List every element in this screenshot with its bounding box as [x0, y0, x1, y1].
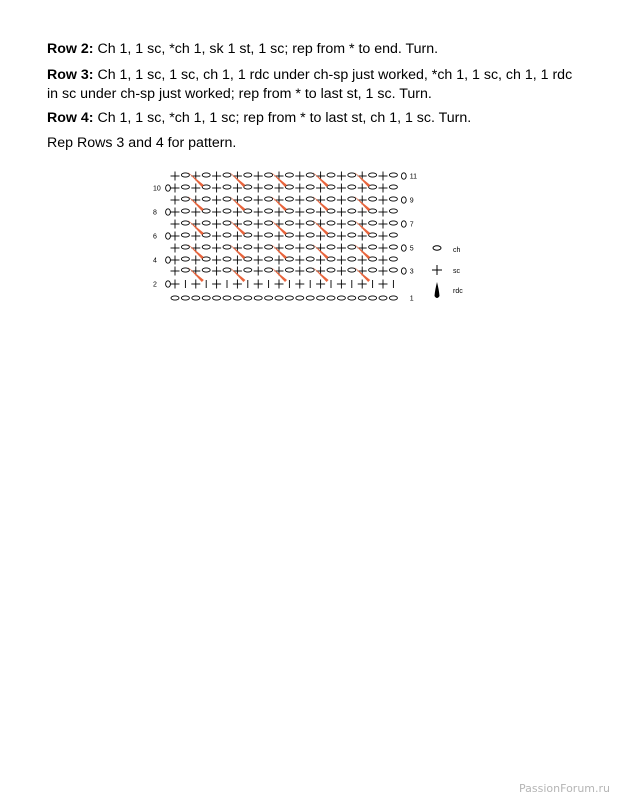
ch-symbol [369, 257, 377, 261]
ch-symbol [369, 296, 377, 300]
instruction-text: Ch 1, 1 sc, *ch 1, sk 1 st, 1 sc; rep from * to end. Turn. [93, 41, 439, 57]
ch-symbol [265, 209, 273, 213]
ch-symbol [285, 233, 293, 237]
turning-ch-symbol [166, 209, 171, 215]
ch-symbol [389, 197, 397, 201]
row-number-right: 3 [409, 268, 414, 276]
ch-symbol [285, 257, 293, 261]
ch-symbol [202, 209, 210, 213]
ch-symbol [181, 268, 189, 272]
ch-symbol [348, 173, 356, 177]
ch-symbol [327, 268, 335, 272]
ch-symbol [244, 185, 252, 189]
ch-symbol [327, 185, 335, 189]
ch-symbol [327, 233, 335, 237]
ch-symbol [327, 245, 335, 249]
ch-symbol [265, 233, 273, 237]
ch-symbol [389, 245, 397, 249]
ch-symbol [202, 197, 210, 201]
instruction-label: Row 4: [47, 110, 94, 126]
ch-symbol [369, 245, 377, 249]
turning-ch-symbol [166, 185, 171, 191]
row-number-left: 2 [153, 281, 157, 289]
ch-symbol [202, 173, 210, 177]
ch-symbol [223, 197, 231, 201]
legend-ch [433, 246, 461, 254]
ch-symbol [202, 257, 210, 261]
ch-symbol [244, 173, 252, 177]
row-number-right: 1 [409, 295, 414, 303]
ch-symbol [244, 245, 252, 249]
instruction-row-2 [47, 40, 587, 59]
ch-symbol [285, 296, 293, 300]
row-number-left: 10 [153, 185, 161, 193]
ch-symbol [213, 296, 221, 300]
ch-symbol [306, 173, 314, 177]
legend-label: ch [453, 247, 461, 254]
ch-symbol [285, 173, 293, 177]
ch-symbol [202, 221, 210, 225]
ch-symbol [348, 185, 356, 189]
ch-symbol [223, 268, 231, 272]
row-number-left: 6 [153, 233, 157, 241]
ch-symbol [348, 245, 356, 249]
ch-symbol [327, 296, 335, 300]
instruction-label: Row 3: [47, 67, 94, 83]
ch-symbol [285, 197, 293, 201]
instruction-text: Ch 1, 1 sc, 1 sc, ch 1, 1 rdc under ch-sp just worked, *ch 1, 1 sc, ch 1, 1 rdc in sc under ch-sp just worked; rep from * to last st, 1 sc. Turn. [47, 67, 573, 102]
instruction-text: Rep Rows 3 and 4 for pattern. [47, 135, 237, 151]
turning-ch-symbol [401, 268, 406, 274]
ch-symbol [202, 185, 210, 189]
ch-symbol [369, 268, 377, 272]
ch-symbol [265, 173, 273, 177]
ch-symbol [265, 268, 273, 272]
ch-symbol [181, 209, 189, 213]
ch-symbol [389, 233, 397, 237]
ch-symbol [285, 245, 293, 249]
ch-symbol [337, 296, 345, 300]
ch-symbol [327, 197, 335, 201]
ch-symbol [265, 257, 273, 261]
ch-symbol [389, 257, 397, 261]
ch-symbol [296, 296, 304, 300]
turning-ch-symbol [166, 281, 171, 287]
ch-symbol [223, 245, 231, 249]
ch-symbol [202, 268, 210, 272]
ch-symbol [181, 173, 189, 177]
ch-symbol [327, 173, 335, 177]
ch-icon [433, 246, 441, 250]
ch-symbol [348, 197, 356, 201]
ch-symbol [181, 233, 189, 237]
ch-symbol [369, 209, 377, 213]
turning-ch-symbol [166, 257, 171, 263]
legend-sc [432, 265, 461, 275]
ch-symbol [327, 257, 335, 261]
stitch-diagram [145, 164, 418, 304]
ch-symbol [327, 209, 335, 213]
ch-symbol [306, 268, 314, 272]
ch-symbol [348, 268, 356, 272]
legend-rdc [435, 282, 464, 298]
ch-symbol [358, 296, 366, 300]
ch-symbol [389, 185, 397, 189]
ch-symbol [389, 209, 397, 213]
sc-icon [432, 265, 442, 275]
ch-symbol [317, 296, 325, 300]
ch-symbol [265, 185, 273, 189]
ch-symbol [306, 185, 314, 189]
ch-symbol [306, 209, 314, 213]
ch-symbol [181, 197, 189, 201]
instruction-text: Ch 1, 1 sc, *ch 1, 1 sc; rep from * to last st, ch 1, 1 sc. Turn. [93, 110, 472, 126]
ch-symbol [233, 296, 241, 300]
ch-symbol [181, 257, 189, 261]
ch-symbol [306, 296, 314, 300]
ch-symbol [369, 233, 377, 237]
ch-symbol [369, 221, 377, 225]
ch-symbol [181, 185, 189, 189]
ch-symbol [379, 296, 387, 300]
ch-symbol [171, 296, 179, 300]
ch-symbol [244, 296, 252, 300]
ch-symbol [285, 268, 293, 272]
ch-symbol [327, 221, 335, 225]
ch-symbol [285, 209, 293, 213]
legend-label: sc [453, 268, 460, 275]
turning-ch-symbol [401, 173, 406, 179]
turning-ch-symbol [401, 197, 406, 203]
ch-symbol [306, 233, 314, 237]
ch-symbol [181, 296, 189, 300]
ch-symbol [348, 296, 356, 300]
ch-symbol [265, 221, 273, 225]
ch-symbol [202, 296, 210, 300]
ch-symbol [306, 257, 314, 261]
stitch-legend [425, 238, 485, 308]
ch-symbol [244, 209, 252, 213]
ch-symbol [244, 257, 252, 261]
ch-symbol [223, 185, 231, 189]
ch-symbol [369, 197, 377, 201]
ch-symbol [254, 296, 262, 300]
turning-ch-symbol [166, 233, 171, 239]
ch-symbol [389, 221, 397, 225]
ch-symbol [306, 245, 314, 249]
ch-symbol [223, 221, 231, 225]
turning-ch-symbol [401, 245, 406, 251]
ch-symbol [285, 185, 293, 189]
row-number-right: 11 [409, 173, 418, 181]
ch-symbol [275, 296, 283, 300]
ch-symbol [192, 296, 200, 300]
ch-symbol [244, 221, 252, 225]
row-number-right: 5 [409, 245, 414, 253]
ch-symbol [223, 209, 231, 213]
instruction-label: Row 2: [47, 41, 94, 57]
ch-symbol [244, 268, 252, 272]
row-number-right: 7 [409, 221, 414, 229]
ch-symbol [181, 245, 189, 249]
rdc-icon [435, 282, 440, 298]
row-number-left: 4 [153, 257, 157, 265]
ch-symbol [389, 173, 397, 177]
instruction-row-4 [47, 109, 587, 128]
ch-symbol [223, 257, 231, 261]
ch-symbol [306, 197, 314, 201]
ch-symbol [223, 233, 231, 237]
ch-symbol [369, 185, 377, 189]
ch-symbol [348, 209, 356, 213]
ch-symbol [265, 245, 273, 249]
ch-symbol [223, 173, 231, 177]
watermark: PassionForum.ru [519, 782, 610, 795]
ch-symbol [389, 296, 397, 300]
ch-symbol [202, 233, 210, 237]
instruction-row-3 [47, 66, 587, 104]
ch-symbol [348, 233, 356, 237]
ch-symbol [348, 257, 356, 261]
ch-symbol [265, 296, 273, 300]
ch-symbol [244, 197, 252, 201]
ch-symbol [265, 197, 273, 201]
ch-symbol [223, 296, 231, 300]
ch-symbol [202, 245, 210, 249]
ch-symbol [348, 221, 356, 225]
legend-label: rdc [453, 288, 463, 295]
instruction-repeat [47, 134, 587, 153]
row-number-right: 9 [409, 197, 414, 205]
ch-symbol [389, 268, 397, 272]
turning-ch-symbol [401, 221, 406, 227]
row-number-left: 8 [153, 209, 157, 217]
ch-symbol [181, 221, 189, 225]
ch-symbol [285, 221, 293, 225]
ch-symbol [306, 221, 314, 225]
ch-symbol [369, 173, 377, 177]
ch-symbol [244, 233, 252, 237]
